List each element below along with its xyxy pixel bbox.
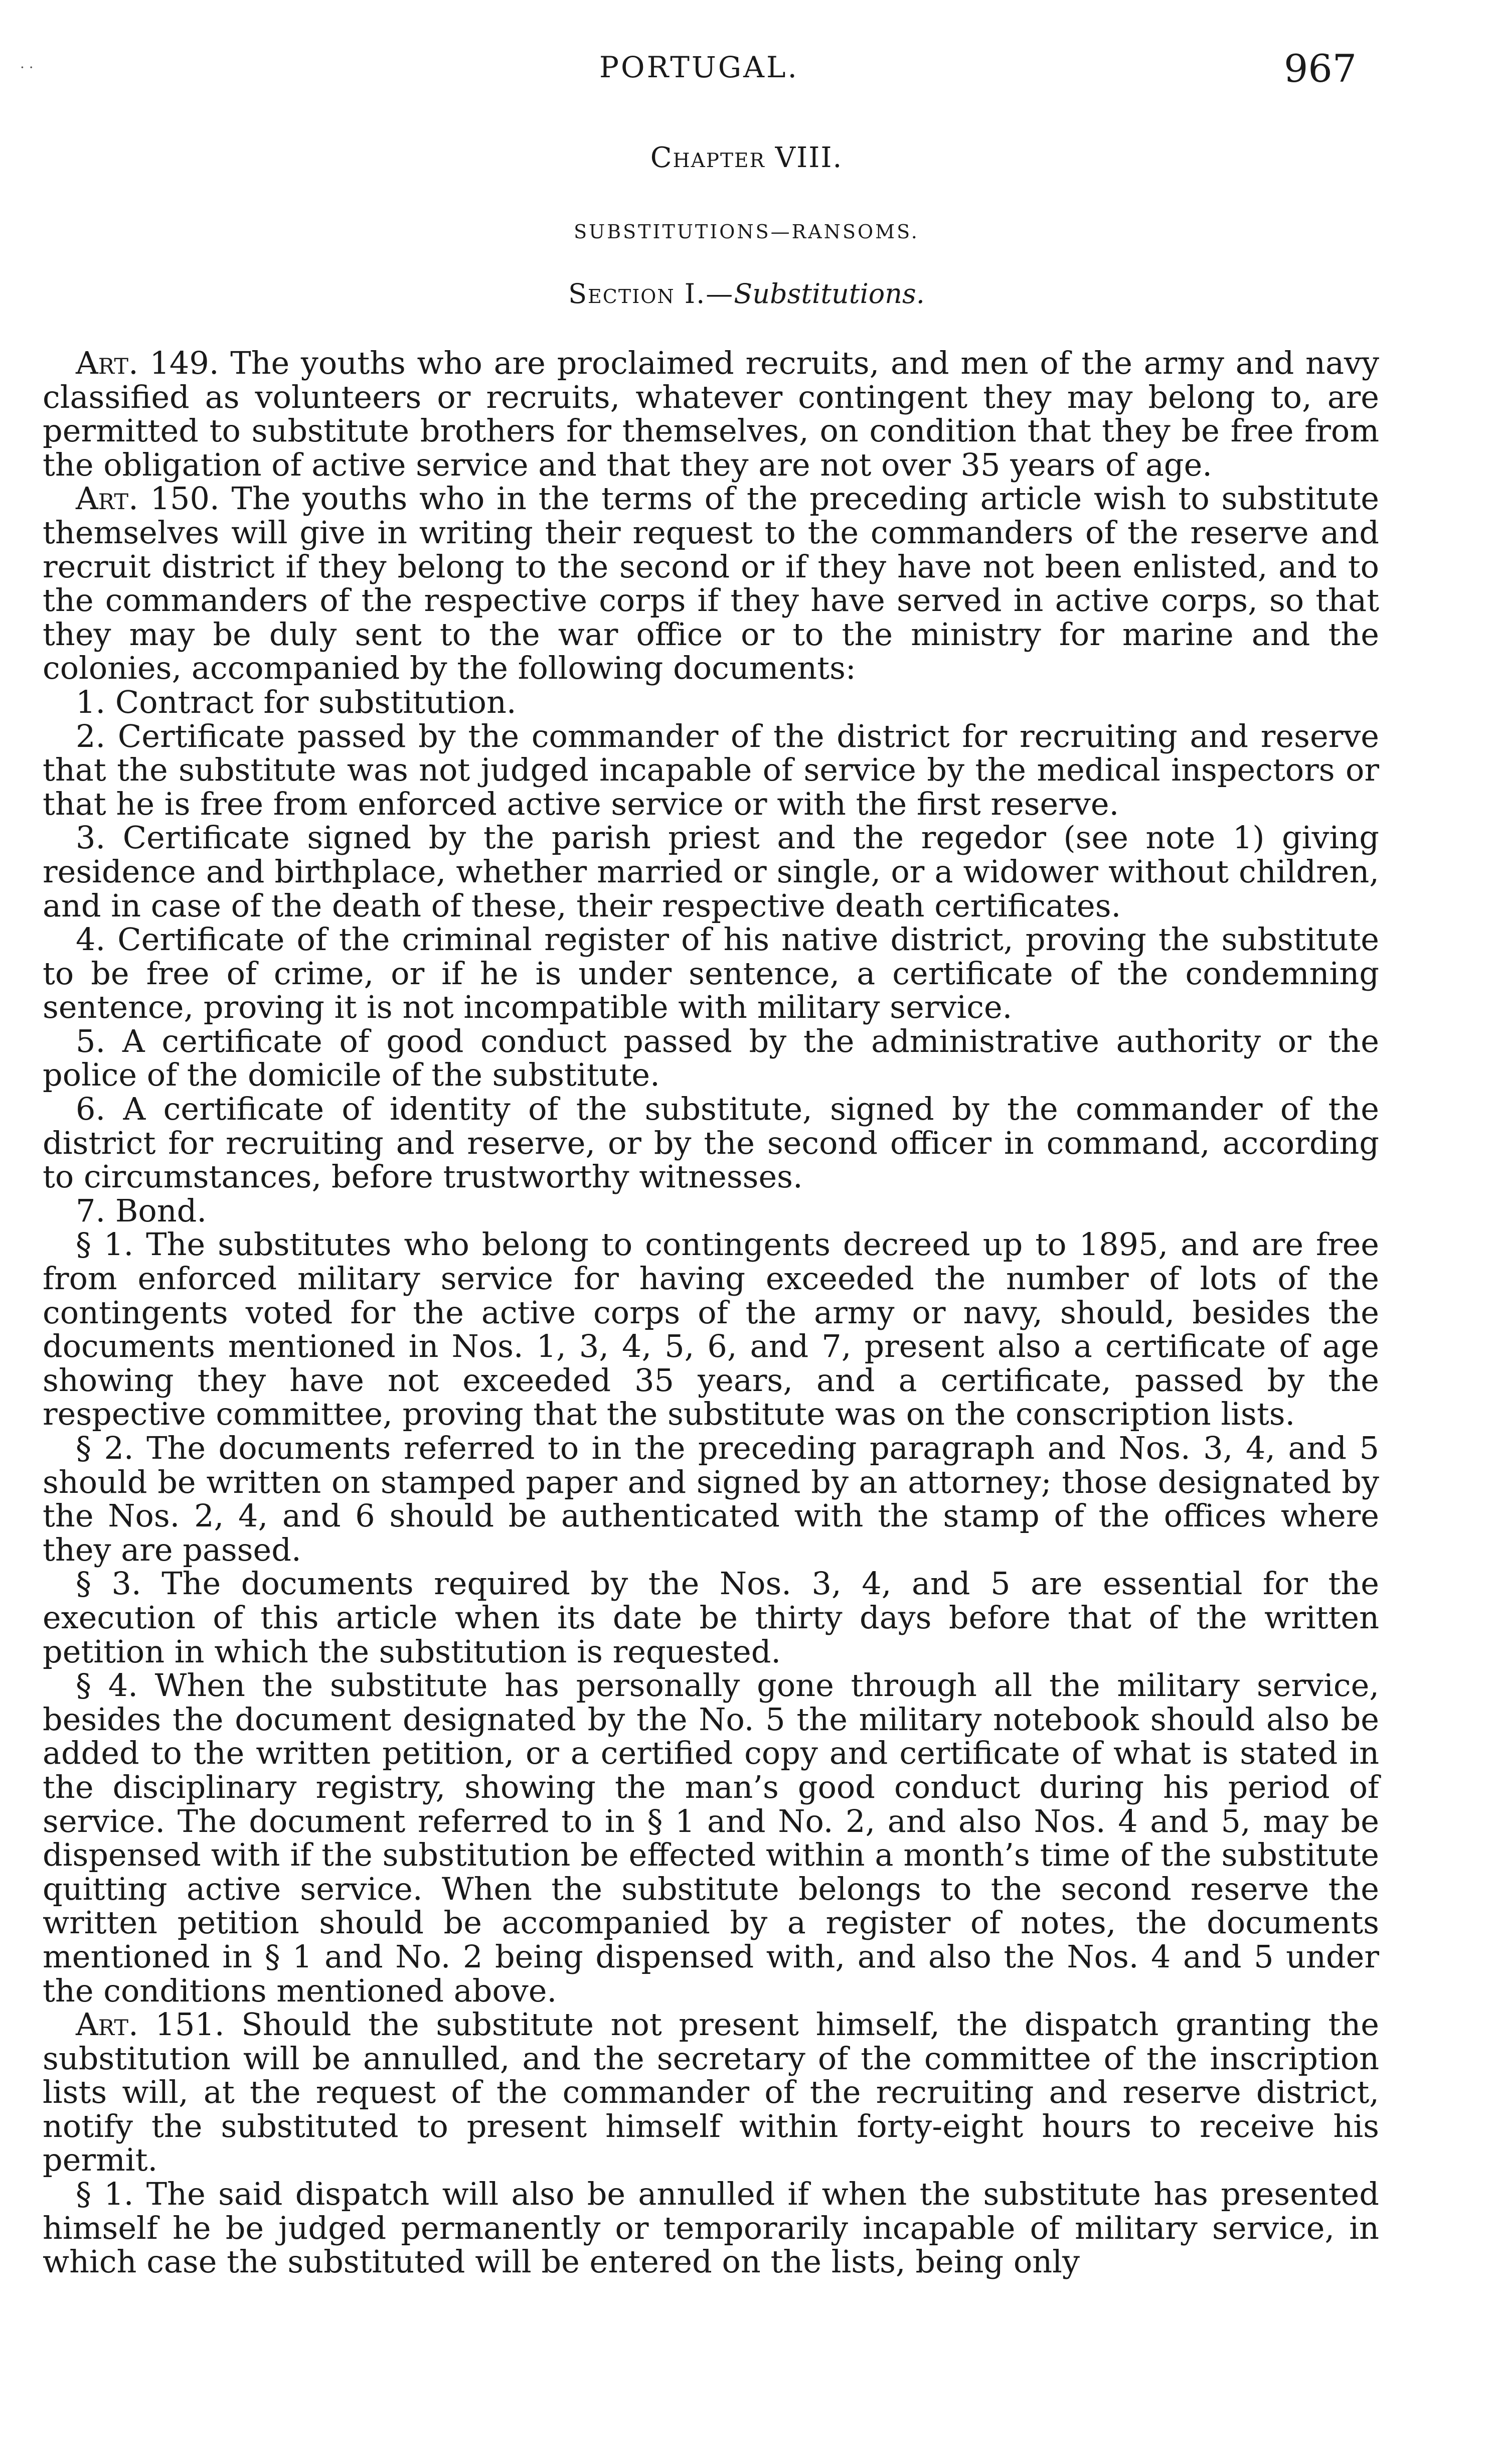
paragraph-text: 3. Certificate signed by the parish priest and the regedor (see note 1) giving residence and birthplace, whether married or single, or a widower without children, and in case of the death of these, their respective death certificates. [43,819,1379,924]
paragraph-text: 4. Certificate of the criminal register of his native district, proving the substitute to be free of crime, or if he is under sentence, a certificate of the condemning sentence, proving it is not incompatible with military service. [43,921,1379,1026]
paragraph-text: 7. Bond. [76,1192,207,1229]
running-title: PORTUGAL. [599,50,799,84]
section-heading [0,278,1493,310]
paragraph-text: The youths who in the terms of the preceding article wish to substitute themselves will give in writing their request to the commanders of the reserve and recruit district if they belong to the second or if they have not been enlisted, and to the commanders of the respective corps if they have served in active corps, so that they may be duly sent to the war office or to the ministry for marine and the colonies, accompanied by the following documents: [43,480,1379,687]
paragraph-text: § 1. The substitutes who belong to contingents decreed up to 1895, and are free from enforced military service for having exceeded the number of lots of the contingents voted for the active corps of the army or navy, should, besides the documents mentioned in Nos. 1, 3, 4, 5, 6, and 7, present also a certificate of age showing they have not exceeded 35 years, and a certificate, passed by the respective committee, proving that the substitute was on the conscription lists. [43,1226,1379,1433]
list-item [43,1194,1379,1228]
section-title: Substitutions. [734,278,925,310]
section-label: Section I.— [568,278,734,310]
page-number: 967 [1284,46,1357,91]
section-paragraph [43,1668,1379,2008]
paragraph-text: The youths who are proclaimed recruits, and men of the army and navy classified as volunteers or recruits, whatever contingent they may belong to, are permitted to substitute brothers for themselves, on condition that they be free from the obligation of active service and that they are not over 35 years of age. [43,345,1379,483]
article-label: Art. 150. [76,480,220,517]
paragraph-text: 1. Contract for substitution. [76,683,517,720]
section-paragraph [43,2177,1379,2279]
paragraph-text: § 4. When the substitute has personally gone through all the military service, besides the document designated by the No. 5 the military notebook should also be added to the written petition, or a certified copy and certificate of what is stated in the disciplinary registry, showing the man’s good conduct during his period of service. The document referred to in § 1 and No. 2, and also Nos. 4 and 5, may be dispensed with if the substitution be effected within a month’s time of the substitute quitting active service. When the substitute belongs to the second reserve the written petition should be accompanied by a register of notes, the documents mentioned in § 1 and No. 2 being dispensed with, and also the Nos. 4 and 5 under the conditions mentioned above. [43,1667,1379,2009]
list-item [43,1024,1379,1092]
list-item [43,922,1379,1024]
paragraph [43,346,1379,482]
paragraph [43,482,1379,685]
corner-specks: · · [20,59,34,76]
list-item [43,1092,1379,1194]
section-paragraph [43,1431,1379,1567]
paragraph [43,2008,1379,2177]
list-item [43,821,1379,922]
paragraph-text: 6. A certificate of identity of the substitute, signed by the commander of the district for recruiting and reserve, or by the second officer in command, according to circumstances, before trustworthy witnesses. [43,1091,1379,1195]
paragraph-text: § 3. The documents required by the Nos. 3, 4, and 5 are essential for the execution of this article when its date be thirty days before that of the written petition in which the substitution is requested. [43,1565,1379,1670]
paragraph-text: § 1. The said dispatch will also be annulled if when the substitute has presented himself he be judged permanently or temporarily incapable of military service, in which case the substituted will be entered on the lists, being only [43,2176,1379,2280]
chapter-subject: SUBSTITUTIONS—RANSOMS. [574,221,919,243]
paragraph-text: Should the substitute not present himself, the dispatch granting the substitution will be annulled, and the secretary of the committee of the inscription lists will, at the request of the commander of the recruiting and reserve district, notify the substituted to present himself within forty-eight hours to receive his permit. [43,2006,1380,2179]
section-paragraph [43,1567,1379,1668]
article-label: Art. 149. [76,345,219,381]
paragraph-text: § 2. The documents referred to in the preceding paragraph and Nos. 3, 4, and 5 should be written on stamped paper and signed by an attorney; those designated by the Nos. 2, 4, and 6 should be authenticated with the stamp of the offices where they are passed. [43,1430,1379,1568]
paragraph-text: 5. A certificate of good conduct passed by the administrative authority or the police of the domicile of the substitute. [43,1022,1379,1094]
body-text [43,346,1379,2279]
section-paragraph [43,1227,1379,1431]
list-item [43,685,1379,719]
paragraph-text: 2. Certificate passed by the commander of the district for recruiting and reserve that the substitute was not judged incapable of service by the medical inspectors or that he is free from enforced active service or with the first reserve. [43,717,1379,822]
article-label: Art. 151. [76,2006,225,2043]
chapter-title: Chapter VIII. [650,141,843,174]
list-item [43,719,1379,821]
